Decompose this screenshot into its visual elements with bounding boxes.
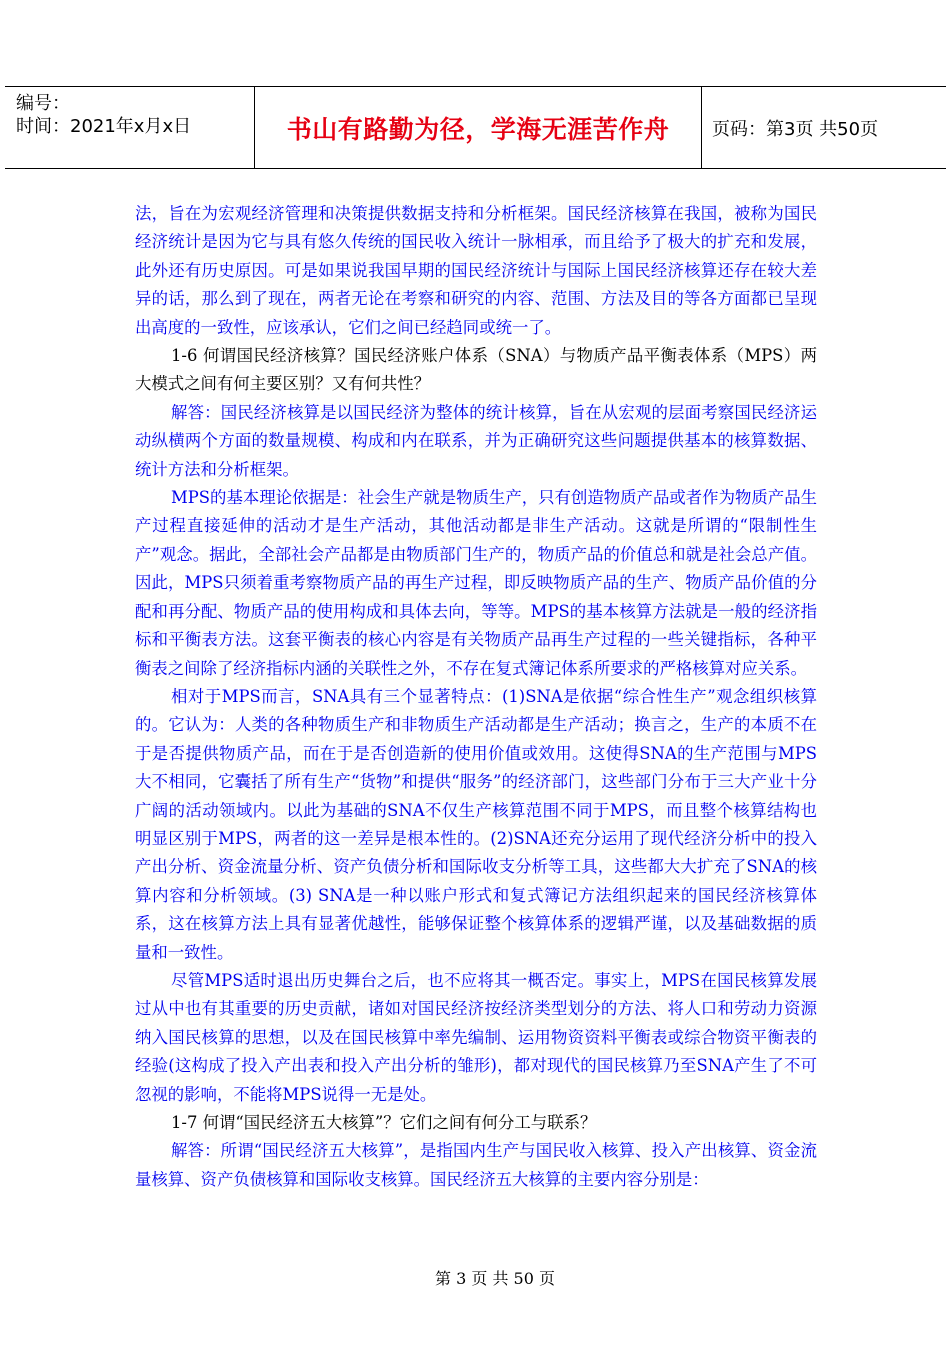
body-paragraph: 尽管MPS适时退出历史舞台之后，也不应将其一概否定。事实上，MPS在国民核算发展过从中也有其重要的历史贡献，诸如对国民经济按经济类型划分的方法、将人口和劳动力资源纳入国民核算的思想，以及在国民核算中率先编制、运用物资资料平衡表或综合物资平衡表的经验(这构成了投入产出表和投入产出分析的雏形)，都对现代的国民核算乃至SNA产生了不可忽视的影响，不能将MPS说得一无是处。	[135, 970, 817, 1104]
question-paragraph: 1-7 何谓“国民经济五大核算”？它们之间有何分工与联系？	[171, 1113, 597, 1132]
page-footer: 第 3 页 共 50 页	[435, 1269, 555, 1288]
body-paragraph: 相对于MPS而言，SNA具有三个显著特点：(1)SNA是依据“综合性生产”观念组织核算的。它认为：人类的各种物质生产和非物质生产活动都是生产活动；换言之，生产的本质不在于是否提供物质产品，而在于是否创造新的使用价值或效用。这使得SNA的生产范围与MPS大不相同，它囊括了所有生产“货物”和提供“服务”的经济部门，这些部门分布于三大产业十分广阔的活动领域内。以此为基础的SNA不仅生产核算范围不同于MPS，而且整个核算结构也明显区别于MPS，两者的这一差异是根本性的。(2)SNA还充分运用了现代经济分析中的投入产出分析、资金流量分析、资产负债分析和国际收支分析等工具，这些都大大扩充了SNA的核算内容和分析领域。(3) SNA是一种以账户形式和复式簿记方法组织起来的国民经济核算体系，这在核算方法上具有显著优越性，能够保证整个核算体系的逻辑严谨，以及基础数据的质量和一致性。	[135, 686, 817, 962]
body-paragraph: 解答：国民经济核算是以国民经济为整体的统计核算，旨在从宏观的层面考察国民经济运动纵横两个方面的数量规模、构成和内在联系，并为正确研究这些问题提供基本的核算数据、统计方法和分析框架。	[135, 402, 817, 479]
header-motto: 书山有路勤为径，学海无涯苦作舟	[255, 87, 702, 168]
body-paragraph: 法，旨在为宏观经济管理和决策提供数据支持和分析框架。国民经济核算在我国，被称为国民经济统计是因为它与具有悠久传统的国民收入统计一脉相承，而且给予了极大的扩充和发展，此外还有历史原因。可是如果说我国早期的国民经济统计与国际上国民经济核算还存在较大差异的话，那么到了现在，两者无论在考察和研究的内容、范围、方法及目的等各方面都已呈现出高度的一致性，应该承认，它们之间已经趋同或统一了。	[135, 204, 817, 337]
body-paragraph: 解答：所谓“国民经济五大核算”，是指国内生产与国民收入核算、投入产出核算、资金流量核算、资产负债核算和国际收支核算。国民经济五大核算的主要内容分别是：	[135, 1141, 817, 1189]
question-paragraph: 1-6 何谓国民经济核算？国民经济账户体系（SNA）与物质产品平衡表体系（MPS）两大模式之间有何主要区别？又有何共性？	[135, 346, 817, 394]
header-page-info: 页码：第3页 共50页	[712, 118, 879, 140]
body-paragraph: MPS的基本理论依据是：社会生产就是物质生产，只有创造物质产品或者作为物质产品生产过程直接延伸的活动才是生产活动，其他活动都是非生产活动。这就是所谓的“限制性生产”观念。据此，全部社会产品都是由物质部门生产的，物质产品的价值总和就是社会总产值。因此，MPS只须着重考察物质产品的再生产过程，即反映物质产品的生产、物质产品价值的分配和再分配、物质产品的使用构成和具体去向，等等。MPS的基本核算方法就是一般的经济指标和平衡表方法。这套平衡表的核心内容是有关物质产品再生产过程的一些关键指标，各种平衡表之间除了经济指标内涵的关联性之外，不存在复式簿记体系所要求的严格核算对应关系。	[135, 488, 817, 678]
header-meta	[5, 87, 255, 168]
page-header	[5, 86, 946, 169]
document-number-label: 编号：	[16, 93, 70, 114]
document-body	[135, 200, 817, 1194]
document-time-label: 时间：2021年x月x日	[16, 116, 192, 137]
